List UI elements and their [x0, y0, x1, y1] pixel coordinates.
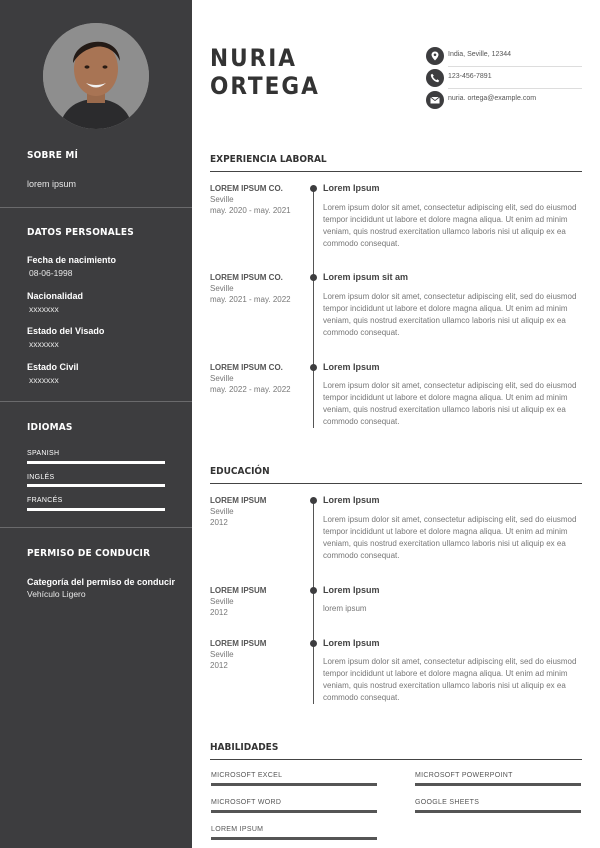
license-value: Vehículo Ligero: [27, 589, 86, 599]
license-label: Categoría del permiso de conducir: [27, 577, 176, 587]
skill-level-bar: [415, 783, 581, 786]
phone-icon: [426, 69, 444, 87]
language-name: FRANCÉS: [27, 497, 63, 504]
contact-email[interactable]: [426, 90, 582, 110]
education-description: Lorem ipsum dolor sit amet, consectetur adipiscing elit, sed do eiusmod tempor incididunt ut labore et dolore magna aliqua. Ut enim ad minim veniam, quis nostrud exercitation ullamco laboris nisi ut aliquip ex ea commodo consequat.: [323, 515, 577, 560]
timeline-dot: [310, 274, 317, 281]
personal-value-nationality: xxxxxxx: [29, 304, 59, 314]
contact-divider: [448, 88, 582, 89]
section-rule: [210, 759, 582, 760]
experience-title: EXPERIENCIA LABORAL: [210, 154, 327, 165]
about-title: SOBRE MÍ: [27, 150, 79, 161]
personal-title: DATOS PERSONALES: [27, 227, 134, 238]
experience-job-title: Lorem ipsum sit am: [323, 272, 409, 282]
license-title: PERMISO DE CONDUCIR: [27, 548, 151, 559]
education-org: LOREM IPSUM: [210, 496, 267, 505]
education-description: Lorem ipsum dolor sit amet, consectetur adipiscing elit, sed do eiusmod tempor incididunt ut labore et dolore magna aliqua. Ut enim ad minim veniam, quis nostrud exercitation ullamco laboris nisi ut aliquip ex ea commodo consequat.: [323, 657, 577, 702]
education-org: LOREM IPSUM: [210, 586, 267, 595]
language-level-bar: [27, 484, 165, 487]
experience-job-title: Lorem Ipsum: [323, 362, 380, 372]
experience-description: Lorem ipsum dolor sit amet, consectetur adipiscing elit, sed do eiusmod tempor incididunt ut labore et dolore magna aliqua. Ut enim ad minim veniam, quis nostrud exercitation ullamco laboris nisi ut aliquip ex ea commodo consequat.: [323, 203, 577, 248]
experience-org: LOREM IPSUM CO.: [210, 184, 283, 193]
skill-level-bar: [415, 810, 581, 813]
skill-level-bar: [211, 837, 377, 840]
timeline-dot: [310, 587, 317, 594]
language-level-bar: [27, 508, 165, 511]
skill-level-bar: [211, 810, 377, 813]
education-org: LOREM IPSUM: [210, 639, 267, 648]
experience-place: Seville: [210, 374, 234, 383]
timeline-dot: [310, 364, 317, 371]
language-name: SPANISH: [27, 450, 60, 457]
contact-phone: [426, 68, 582, 88]
education-place: Seville: [210, 597, 234, 606]
section-rule: [210, 483, 582, 484]
contact-address-text: India, Seville, 12344: [448, 51, 512, 58]
skill-name: LOREM IPSUM: [211, 826, 264, 833]
language-level-bar: [27, 461, 165, 464]
last-name: ORTEGA: [210, 72, 320, 100]
education-place: Seville: [210, 507, 234, 516]
timeline-dot: [310, 185, 317, 192]
personal-label-visa: Estado del Visado: [27, 326, 105, 336]
personal-label-birthdate: Fecha de nacimiento: [27, 255, 117, 265]
education-degree: Lorem Ipsum: [323, 638, 380, 648]
experience-org: LOREM IPSUM CO.: [210, 273, 283, 282]
education-degree: Lorem Ipsum: [323, 495, 380, 505]
contact-divider: [448, 66, 582, 67]
language-name: INGLÉS: [27, 474, 55, 481]
experience-dates: may. 2020 - may. 2021: [210, 206, 291, 215]
sidebar-divider: [0, 527, 192, 528]
contact-address: [426, 46, 582, 66]
experience-job-title: Lorem Ipsum: [323, 183, 380, 193]
sidebar-divider: [0, 207, 192, 208]
education-year: 2012: [210, 608, 228, 617]
education-year: 2012: [210, 661, 228, 670]
first-name: NURIA: [210, 44, 297, 72]
experience-place: Seville: [210, 284, 234, 293]
mail-icon: [426, 91, 444, 109]
sidebar: [0, 0, 192, 848]
education-title: EDUCACIÓN: [210, 466, 270, 477]
personal-label-civil-status: Estado Civil: [27, 362, 79, 372]
skill-level-bar: [211, 783, 377, 786]
section-rule: [210, 171, 582, 172]
experience-description: Lorem ipsum dolor sit amet, consectetur adipiscing elit, sed do eiusmod tempor incididunt ut labore et dolore magna aliqua. Ut enim ad minim veniam, quis nostrud exercitation ullamco laboris nisi ut aliquip ex ea commodo consequat.: [323, 292, 577, 337]
experience-description: Lorem ipsum dolor sit amet, consectetur adipiscing elit, sed do eiusmod tempor incididunt ut labore et dolore magna aliqua. Ut enim ad minim veniam, quis nostrud exercitation ullamco laboris nisi ut aliquip ex ea commodo consequat.: [323, 381, 577, 426]
timeline-line: [313, 500, 314, 704]
personal-value-birthdate: 08-06-1998: [29, 268, 73, 278]
profile-photo: [43, 23, 149, 129]
contact-phone-text: 123-456-7891: [448, 73, 492, 80]
experience-dates: may. 2021 - may. 2022: [210, 295, 291, 304]
contact-email-text[interactable]: nuria. ortega@example.com: [448, 95, 537, 102]
education-place: Seville: [210, 650, 234, 659]
about-text: lorem ipsum: [27, 179, 77, 189]
experience-org: LOREM IPSUM CO.: [210, 363, 283, 372]
education-year: 2012: [210, 518, 228, 527]
timeline-line: [313, 188, 314, 428]
personal-label-nationality: Nacionalidad: [27, 291, 84, 301]
timeline-dot: [310, 640, 317, 647]
languages-title: IDIOMAS: [27, 422, 73, 433]
skill-name: MICROSOFT POWERPOINT: [415, 772, 513, 779]
location-pin-icon: [426, 47, 444, 65]
sidebar-divider: [0, 401, 192, 402]
skill-name: MICROSOFT WORD: [211, 799, 282, 806]
skills-title: HABILIDADES: [210, 742, 279, 753]
portrait-image: [43, 23, 149, 129]
skill-name: GOOGLE SHEETS: [415, 799, 480, 806]
education-degree: Lorem Ipsum: [323, 585, 380, 595]
experience-dates: may. 2022 - may. 2022: [210, 385, 291, 394]
personal-value-visa: xxxxxxx: [29, 339, 59, 349]
skill-name: MICROSOFT EXCEL: [211, 772, 283, 779]
education-description: lorem ipsum: [323, 604, 367, 613]
timeline-dot: [310, 497, 317, 504]
personal-value-civil-status: xxxxxxx: [29, 375, 59, 385]
experience-place: Seville: [210, 195, 234, 204]
